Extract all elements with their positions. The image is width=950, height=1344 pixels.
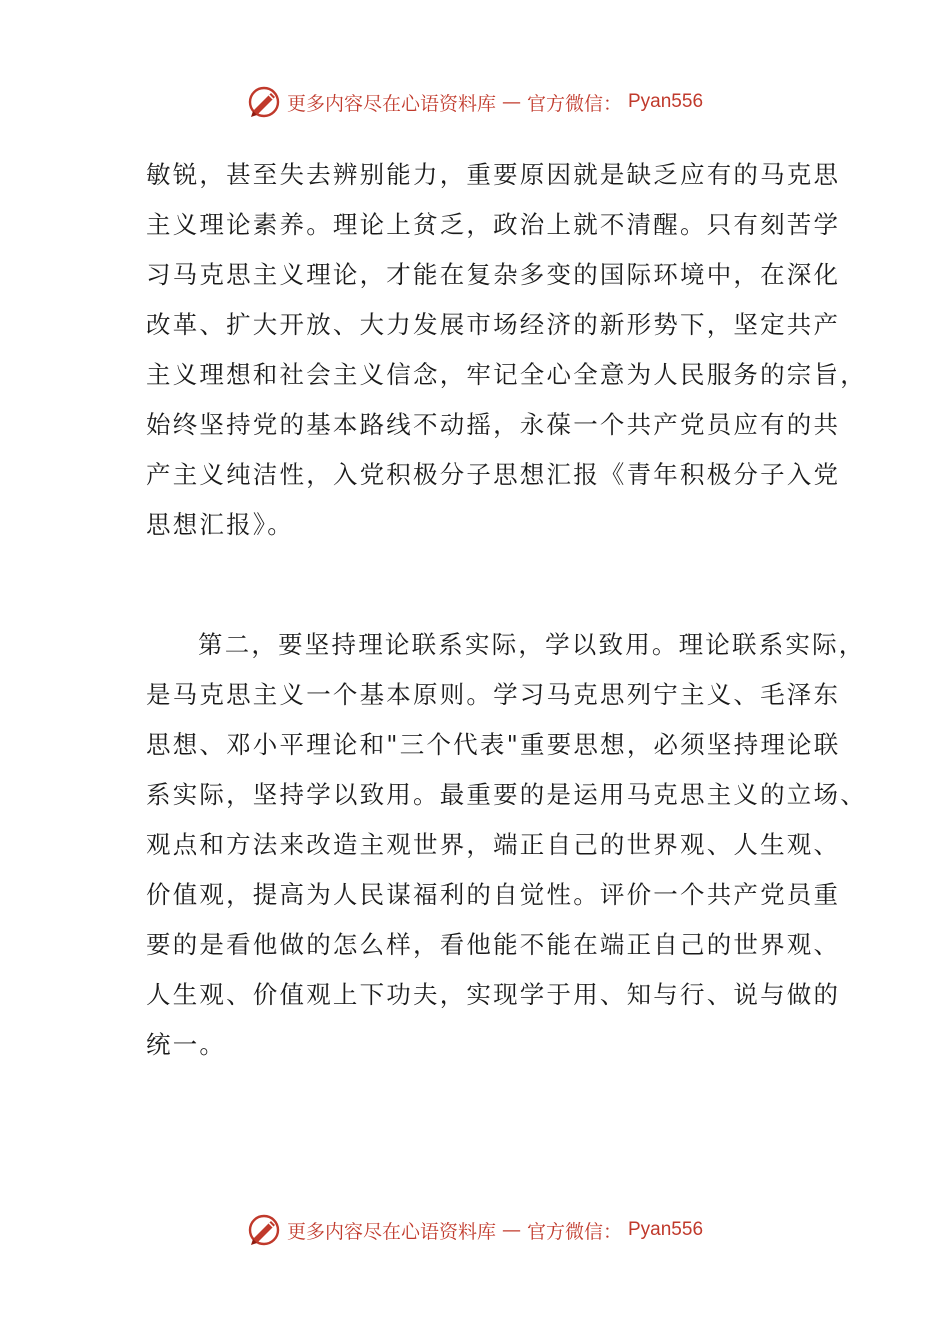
banner-dash: —: [501, 91, 521, 113]
header-banner: [247, 85, 703, 119]
text-line: 人生观、价值观上下功夫，实现学于用、知与行、说与做的: [146, 980, 841, 1009]
paragraph-1: [146, 150, 867, 550]
text-line: 习马克思主义理论，才能在复杂多变的国际环境中，在深化: [146, 260, 841, 289]
banner-wechat-id: Pyan556: [628, 91, 704, 112]
banner-wechat-id: Pyan556: [628, 1219, 704, 1240]
paragraph-2: [146, 620, 867, 1070]
text-line: 价值观，提高为人民谋福利的自觉性。评价一个共产党员重: [146, 880, 841, 909]
banner-wechat-label: 官方微信：: [526, 92, 622, 115]
text-line: 产主义纯洁性，入党积极分子思想汇报《青年积极分子入党: [146, 460, 841, 489]
page-header: [0, 82, 950, 122]
text-line: 改革、扩大开放、大力发展市场经济的新形势下，坚定共产: [146, 310, 841, 339]
text-line: 是马克思主义一个基本原则。学习马克思列宁主义、毛泽东: [146, 680, 841, 709]
text-line: 要的是看他做的怎么样，看他能不能在端正自己的世界观、: [146, 930, 841, 959]
document-body: [146, 150, 867, 1070]
text-line: 思想、邓小平理论和"三个代表"重要思想，必须坚持理论联: [146, 730, 841, 759]
text-line: 主义理想和社会主义信念，牢记全心全意为人民服务的宗旨，: [146, 360, 867, 389]
pen-logo-icon: [247, 85, 281, 119]
text-line: 第二，要坚持理论联系实际，学以致用。理论联系实际，: [198, 630, 866, 659]
banner-wechat-label: 官方微信：: [526, 1220, 622, 1243]
text-line: 系实际，坚持学以致用。最重要的是运用马克思主义的立场、: [146, 780, 867, 809]
text-line: 统一。: [146, 1030, 227, 1059]
text-line: 始终坚持党的基本路线不动摇，永葆一个共产党员应有的共: [146, 410, 841, 439]
text-line: 敏锐，甚至失去辨别能力，重要原因就是缺乏应有的马克思: [146, 160, 841, 189]
banner-dash: —: [501, 1219, 521, 1241]
footer-banner: [247, 1213, 703, 1247]
text-line: 思想汇报》。: [146, 510, 294, 539]
text-line: 主义理论素养。理论上贫乏，政治上就不清醒。只有刻苦学: [146, 210, 841, 239]
banner-main-text: 更多内容尽在心语资料库: [286, 92, 496, 115]
text-line: 观点和方法来改造主观世界，端正自己的世界观、人生观、: [146, 830, 841, 859]
page-footer: [0, 1210, 950, 1250]
paragraph-gap: [146, 550, 828, 620]
pen-logo-icon: [247, 1213, 281, 1247]
banner-main-text: 更多内容尽在心语资料库: [286, 1220, 496, 1243]
